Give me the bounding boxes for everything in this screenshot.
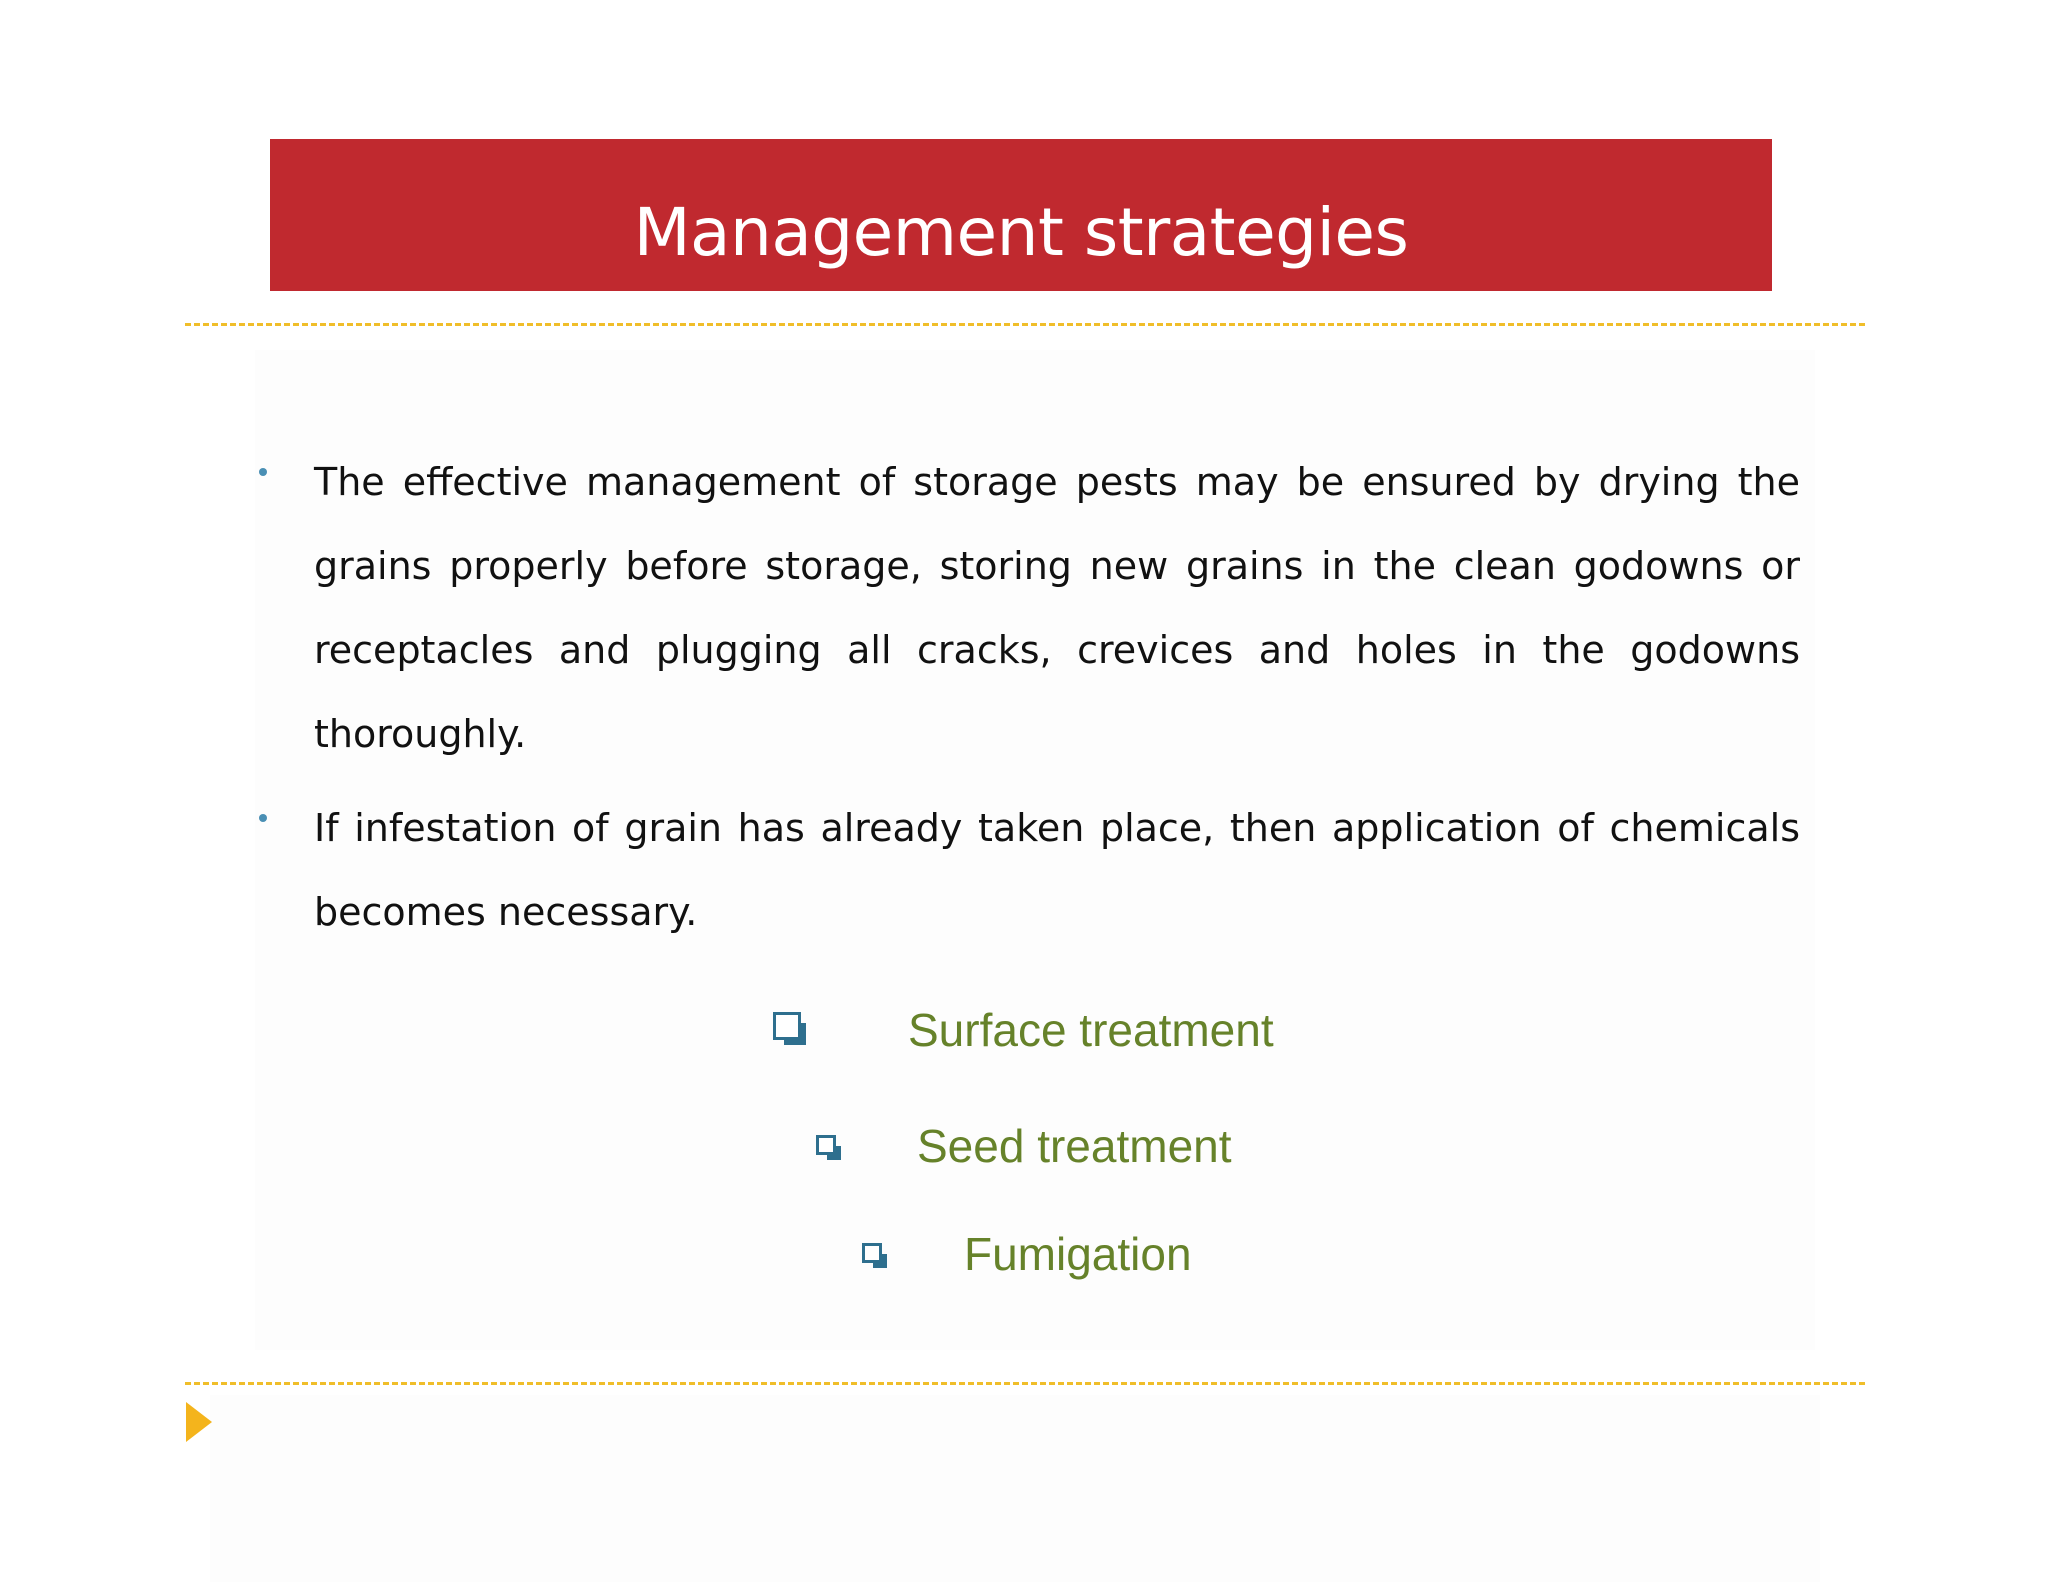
bullet-text: If infestation of grain has already taken place, then application of chemicals becomes necessary. xyxy=(314,806,1800,934)
bullet-item xyxy=(250,786,1800,954)
bottom-dashed-divider xyxy=(185,1382,1865,1385)
bullet-item xyxy=(250,440,1800,776)
bullet-list xyxy=(250,440,1800,964)
bullet-text: The effective management of storage pests may be ensured by drying the grains properly before storage, storing new grains in the clean godowns or receptacles and plugging all cracks, crevices and holes in the godowns thoroughly. xyxy=(314,460,1800,756)
shadowed-square-icon xyxy=(816,1135,836,1155)
footer-background xyxy=(210,1395,1820,1582)
treatment-label: Seed treatment xyxy=(917,1120,1232,1172)
bullet-dot-icon xyxy=(259,468,267,476)
shadowed-square-icon xyxy=(773,1012,801,1040)
treatment-label: Fumigation xyxy=(964,1228,1192,1280)
treatment-label: Surface treatment xyxy=(908,1004,1274,1056)
shadowed-square-icon xyxy=(862,1243,882,1263)
bullet-dot-icon xyxy=(259,814,267,822)
slide-title: Management strategies xyxy=(633,194,1409,271)
top-dashed-divider xyxy=(185,323,1865,326)
play-arrow-icon xyxy=(186,1402,212,1442)
